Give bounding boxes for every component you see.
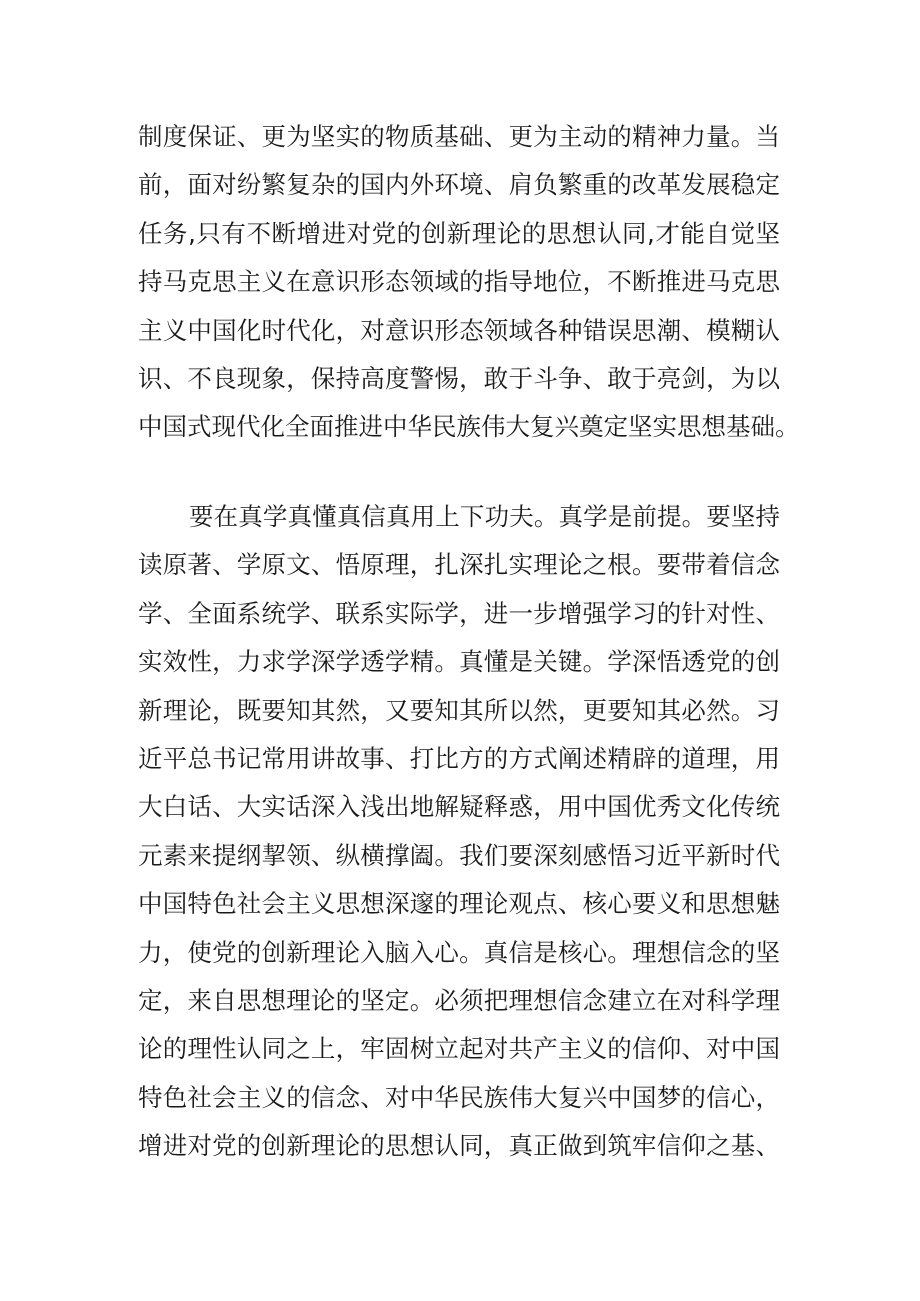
text-line: 任务,只有不断增进对党的创新理论的思想认同,才能自觉坚 bbox=[138, 218, 780, 248]
text-line: 大白话、大实话深入浅出地解疑释惑，用中国优秀文化传统 bbox=[138, 792, 780, 822]
text-line: 定，来自思想理论的坚定。必须把理想信念建立在对科学理 bbox=[138, 985, 780, 1015]
text-line: 持马克思主义在意识形态领域的指导地位，不断推进马克思 bbox=[138, 267, 780, 297]
text-line: 力，使党的创新理论入脑入心。真信是核心。理想信念的坚 bbox=[138, 937, 780, 967]
text-line: 主义中国化时代化，对意识形态领域各种错误思潮、模糊认 bbox=[138, 315, 780, 345]
text-line: 学、全面系统学、联系实际学，进一步增强学习的针对性、 bbox=[138, 598, 780, 628]
text-line: 近平总书记常用讲故事、打比方的方式阐述精辟的道理，用 bbox=[138, 743, 780, 773]
paragraph-1 bbox=[138, 113, 800, 452]
text-line: 要在真学真懂真信真用上下功夫。真学是前提。要坚持 bbox=[189, 502, 780, 531]
text-line: 中国式现代化全面推进中华民族伟大复兴奠定坚实思想基础。 bbox=[138, 412, 800, 442]
text-line: 实效性，力求学深学透学精。真懂是关键。学深悟透党的创 bbox=[138, 647, 780, 677]
text-line: 元素来提纲挈领、纵横撑阖。我们要深刻感悟习近平新时代 bbox=[138, 840, 780, 870]
text-line: 制度保证、更为坚实的物质基础、更为主动的精神力量。当 bbox=[138, 122, 780, 151]
text-line: 特色社会主义的信念、对中华民族伟大复兴中国梦的信心， bbox=[138, 1082, 780, 1112]
text-line: 增进对党的创新理论的思想认同，真正做到筑牢信仰之基、 bbox=[138, 1131, 780, 1161]
text-line: 论的理性认同之上，牢固树立起对共产主义的信仰、对中国 bbox=[138, 1034, 780, 1064]
text-line: 前，面对纷繁复杂的国内外环境、肩负繁重的改革发展稳定 bbox=[138, 170, 780, 200]
text-line: 中国特色社会主义思想深邃的理论观点、核心要义和思想魅 bbox=[138, 889, 780, 919]
paragraph-2 bbox=[138, 493, 780, 1170]
text-line: 识、不良现象，保持高度警惕，敢于斗争、敢于亮剑，为以 bbox=[138, 363, 780, 393]
text-line: 读原著、学原文、悟原理，扎深扎实理论之根。要带着信念 bbox=[138, 550, 780, 580]
text-line: 新理论，既要知其然，又要知其所以然，更要知其必然。习 bbox=[138, 695, 780, 725]
